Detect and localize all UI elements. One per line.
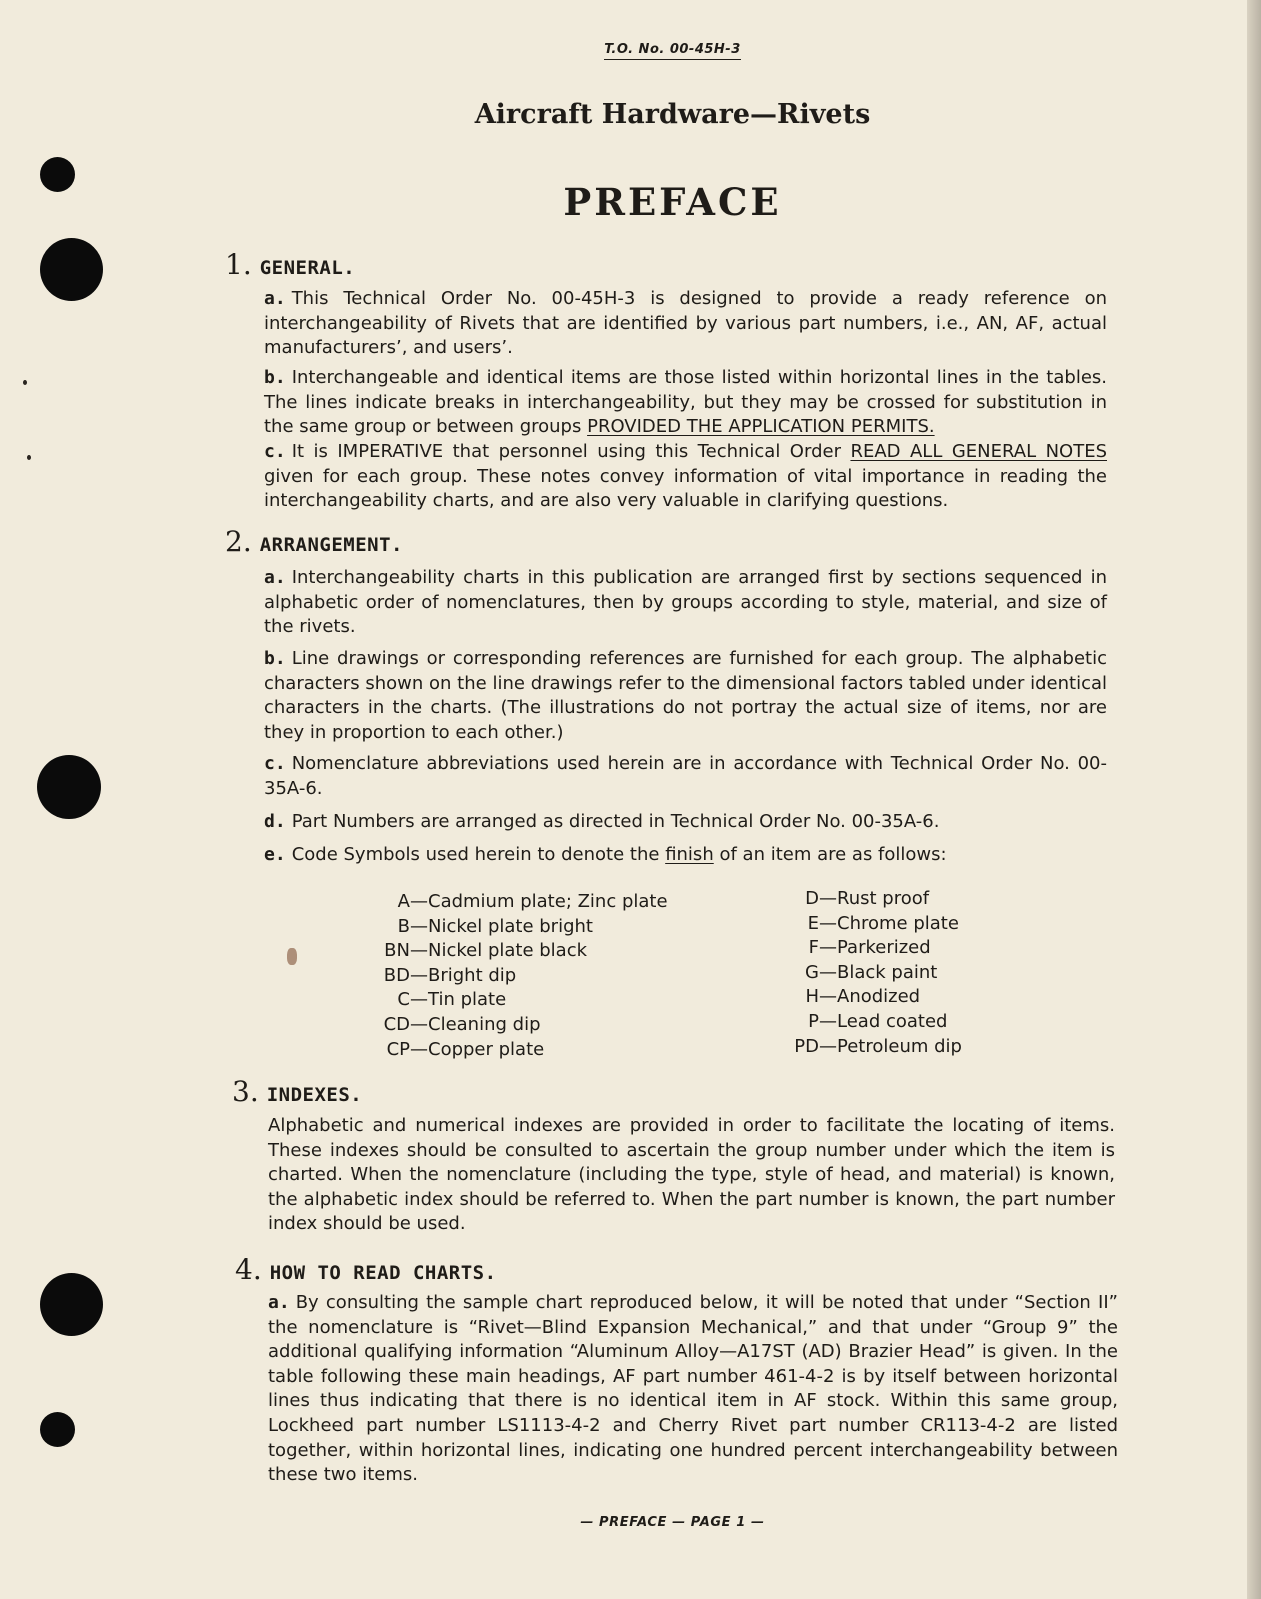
general-paragraph-c xyxy=(264,440,1107,514)
finish-code-row xyxy=(370,939,700,964)
finish-code-symbol: PD xyxy=(794,1035,819,1057)
document-title: Aircraft Hardware—Rivets xyxy=(474,99,871,130)
finish-code-symbol: A xyxy=(397,891,410,912)
paragraph-label: a. xyxy=(264,567,286,588)
finish-code-symbol: BD xyxy=(383,964,410,986)
section-title: INDEXES. xyxy=(266,1084,363,1106)
finish-code-row xyxy=(790,961,1020,986)
finish-code-description: —Cadmium plate; Zinc plate xyxy=(410,891,668,912)
paragraph-label: c. xyxy=(264,441,286,462)
paragraph-text: of an item are as follows: xyxy=(719,844,947,865)
section-general-heading xyxy=(225,248,355,281)
finish-code-description: —Cleaning dip xyxy=(410,1013,541,1035)
finish-code-description: —Nickel plate bright xyxy=(410,915,593,937)
finish-code-row xyxy=(790,912,1020,937)
finish-code-row xyxy=(370,1038,700,1063)
paragraph-text: given for each group. These notes convey information of vital importance in reading the interchangeability charts, and are also very valuable in clarifying questions. xyxy=(264,465,1107,512)
finish-code-row xyxy=(790,1035,1020,1060)
finish-code-description: —Rust proof xyxy=(819,888,930,909)
finish-code-symbol: CD xyxy=(383,1013,410,1035)
finish-code-row xyxy=(370,1013,700,1038)
finish-code-row xyxy=(370,964,700,989)
emphasis-text: PROVIDED THE APPLICATION PERMITS. xyxy=(587,416,935,438)
finish-code-symbol: BN xyxy=(384,940,410,962)
finish-code-description: —Black paint xyxy=(819,961,938,983)
finish-code-description: —Copper plate xyxy=(410,1038,545,1060)
binder-hole xyxy=(40,1273,103,1336)
finish-code-description: —Nickel plate black xyxy=(410,940,588,962)
paragraph-text: Interchangeability charts in this publication are arranged first by sections sequenced in alphabetic order of nomenclatures, then by groups according to style, material, and size of the rivets. xyxy=(264,567,1107,638)
finish-code-symbol: P xyxy=(808,1010,819,1032)
finish-code-description: —Bright dip xyxy=(410,964,517,986)
finish-code-row xyxy=(370,915,700,940)
finish-code-symbol: D xyxy=(805,888,819,909)
paragraph-label: c. xyxy=(264,753,286,774)
finish-code-description: —Tin plate xyxy=(410,989,507,1011)
section-arrangement-heading xyxy=(225,525,403,558)
finish-code-row xyxy=(370,890,700,915)
section-number: 2. xyxy=(225,525,252,558)
paragraph-text: This Technical Order No. 00-45H-3 is designed to provide a ready reference on interchangeability of Rivets that are identified by various part numbers, i.e., AN, AF, actual manufacturers’, and users’. xyxy=(264,288,1107,359)
binder-hole xyxy=(40,1412,75,1447)
finish-code-description: —Anodized xyxy=(819,986,921,1008)
paragraph-label: a. xyxy=(268,1292,290,1313)
paragraph-label: a. xyxy=(264,288,286,309)
section-title: HOW TO READ CHARTS. xyxy=(269,1262,497,1284)
paragraph-label: d. xyxy=(264,811,286,832)
finish-code-row xyxy=(790,936,1020,961)
paragraph-text: By consulting the sample chart reproduced below, it will be noted that under “Section II” the nomenclature is “Rivet—Blind Expansion Mechanical,” and that under “Group 9” the additional qualifying information “Aluminum Alloy—A17ST (AD) Brazier Head” is given. In the table following these main headings, AF part number 461-4-2 is by itself between horizontal lines thus indicating that there is no identical item in AF stock. Within this same group, Lockheed part number LS1113-4-2 and Cherry Rivet part number CR113-4-2 are listed together, within horizontal lines, indicating one hundred percent interchangeability between these two items. xyxy=(268,1292,1118,1486)
finish-code-description: —Chrome plate xyxy=(819,912,959,934)
arrangement-paragraph-c xyxy=(264,752,1107,801)
finish-code-description: —Petroleum dip xyxy=(819,1035,962,1057)
paragraph-label: b. xyxy=(264,648,286,669)
finish-code-row xyxy=(790,985,1020,1010)
paragraph-text: Nomenclature abbreviations used herein are in accordance with Technical Order No. 00-35A-6. xyxy=(264,753,1107,799)
finish-codes-right-column xyxy=(790,887,1020,1059)
finish-code-description: —Parkerized xyxy=(819,937,931,959)
section-indexes-heading xyxy=(232,1075,362,1108)
section-title: ARRANGEMENT. xyxy=(259,534,403,556)
paragraph-text: Interchangeable and identical items are those listed within horizontal lines in the tables. The lines indicate breaks in interchangeability, but they may be crossed for substitution in the same group or between groups xyxy=(264,367,1107,438)
speck xyxy=(27,455,31,460)
finish-code-row xyxy=(790,1010,1020,1035)
document-number: T.O. No. 00-45H-3 xyxy=(0,42,1261,57)
emphasis-text: finish xyxy=(665,844,714,865)
finish-code-symbol: B xyxy=(397,915,410,937)
section-how-to-read-heading xyxy=(235,1253,497,1286)
arrangement-paragraph-a xyxy=(264,566,1107,640)
finish-code-row xyxy=(790,887,1020,912)
general-paragraph-b xyxy=(264,366,1107,440)
how-to-read-paragraph-a xyxy=(268,1291,1118,1488)
arrangement-paragraph-b xyxy=(264,647,1107,745)
general-paragraph-a xyxy=(264,287,1107,361)
paragraph-label: e. xyxy=(264,844,286,865)
paragraph-text: It is IMPERATIVE that personnel using this Technical Order xyxy=(291,441,841,462)
emphasis-text: READ ALL GENERAL NOTES xyxy=(850,441,1107,462)
arrangement-paragraph-e xyxy=(264,843,1107,868)
section-number: 4. xyxy=(235,1253,262,1286)
finish-code-symbol: CP xyxy=(386,1038,410,1060)
finish-code-symbol: C xyxy=(397,989,410,1011)
section-number: 3. xyxy=(232,1075,259,1108)
finish-code-row xyxy=(370,988,700,1013)
section-title: GENERAL. xyxy=(259,257,356,279)
paragraph-label: b. xyxy=(264,367,286,388)
paragraph-text: Code Symbols used herein to denote the xyxy=(291,844,660,865)
finish-code-symbol: G xyxy=(805,961,819,983)
arrangement-paragraph-d xyxy=(264,810,1107,835)
finish-code-description: —Lead coated xyxy=(819,1010,948,1032)
preface-heading: PREFACE xyxy=(563,180,782,224)
paragraph-text: Part Numbers are arranged as directed in Technical Order No. 00-35A-6. xyxy=(291,811,940,832)
speck xyxy=(23,380,27,385)
finish-code-symbol: H xyxy=(805,986,819,1008)
paragraph-text: Line drawings or corresponding references are furnished for each group. The alphabetic characters shown on the line drawings refer to the dimensional factors tabled under identical characters in the charts. (The illustrations do not portray the actual size of items, nor are they in proportion to each other.) xyxy=(264,648,1107,743)
finish-code-symbol: E xyxy=(807,912,819,934)
binder-hole xyxy=(37,755,101,819)
indexes-paragraph: Alphabetic and numerical indexes are provided in order to facilitate the locating of items. These indexes should be consulted to ascertain the group number under which the item is charted. When the nomenclature (including the type, style of head, and material) is known, the alphabetic index should be referred to. When the part number is known, the part number index should be used. xyxy=(268,1115,1115,1235)
finish-codes-left-column xyxy=(370,890,700,1062)
section-number: 1. xyxy=(225,248,252,281)
page-footer: — PREFACE — PAGE 1 — xyxy=(580,1515,765,1530)
smudge xyxy=(287,948,297,965)
page-edge xyxy=(1247,0,1261,1599)
finish-code-symbol: F xyxy=(808,937,819,959)
binder-hole xyxy=(40,238,103,301)
